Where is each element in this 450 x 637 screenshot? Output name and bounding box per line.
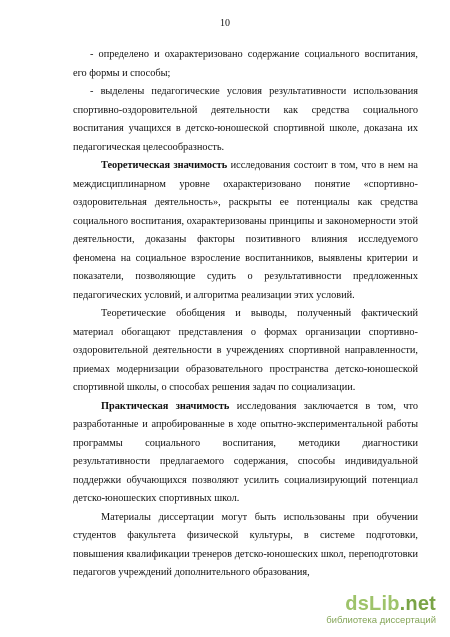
paragraph-theoretical-generalizations: Теоретические обобщения и выводы, полученный фактический материал обогащают представления о формах организации спортивно-оздоровительной деятельности в учреждениях спортивной направленности, приемах модернизации образовательного пространства детско-юношеской спортивной школы, о способах решения задач по социализации. [73, 308, 418, 393]
dslib-logo: dsLib.net [345, 593, 436, 615]
dslib-subtitle: библиотека диссертаций [326, 615, 436, 626]
dslib-watermark [320, 593, 436, 629]
heading-theoretical-significance: Теоретическая значимость [101, 160, 228, 171]
paragraph-result-1: - определено и охарактеризовано содержание социального воспитания, его формы и способы; [73, 49, 418, 79]
paragraph-text: исследования состоит в том, что в нем на междисциплинарном уровне охарактеризовано понятие «спортивно-оздоровительная деятельность», раскрыты ее потенциалы как средства социального воспитания, охарактеризованы принципы и закономерности этой деятельности, доказаны факторы позитивного влияния исследуемого феномена на социальное взросление воспитанников, выявлены критерии и показатели, позволяющие судить о результативности предложенных педагогических условий, и алгоритма реализации этих условий. [73, 160, 418, 301]
paragraph-practical-significance [73, 398, 418, 509]
paragraph-text: исследования заключается в том, что разработанные и апробированные в ходе опытно-экспериментальной работы программы социального воспитания, методики диагностики результативности предлагаемого содержания, способы индивидуальной поддержки обучающихся позволяют усилить социализирующий потенциал детско-юношеских спортивных школ. [73, 400, 418, 504]
document-body [73, 46, 418, 583]
paragraph-materials: Материалы диссертации могут быть использованы при обучении студентов факультета физической культуры, в системе подготовки, повышения квалификации тренеров детско-юношеских школ, переподготовки педагогов учреждений дополнительного образования, [73, 511, 418, 578]
paragraph-theoretical-significance [73, 157, 418, 305]
paragraph-result-2: - выделены педагогические условия результативности использования спортивно-оздоровительной деятельности как средства социального воспитания учащихся в детско-юношеской спортивной школе, доказана их педагогическая целесообразность. [73, 86, 418, 153]
heading-practical-significance: Практическая значимость [101, 400, 230, 412]
page-number: 10 [220, 18, 230, 29]
